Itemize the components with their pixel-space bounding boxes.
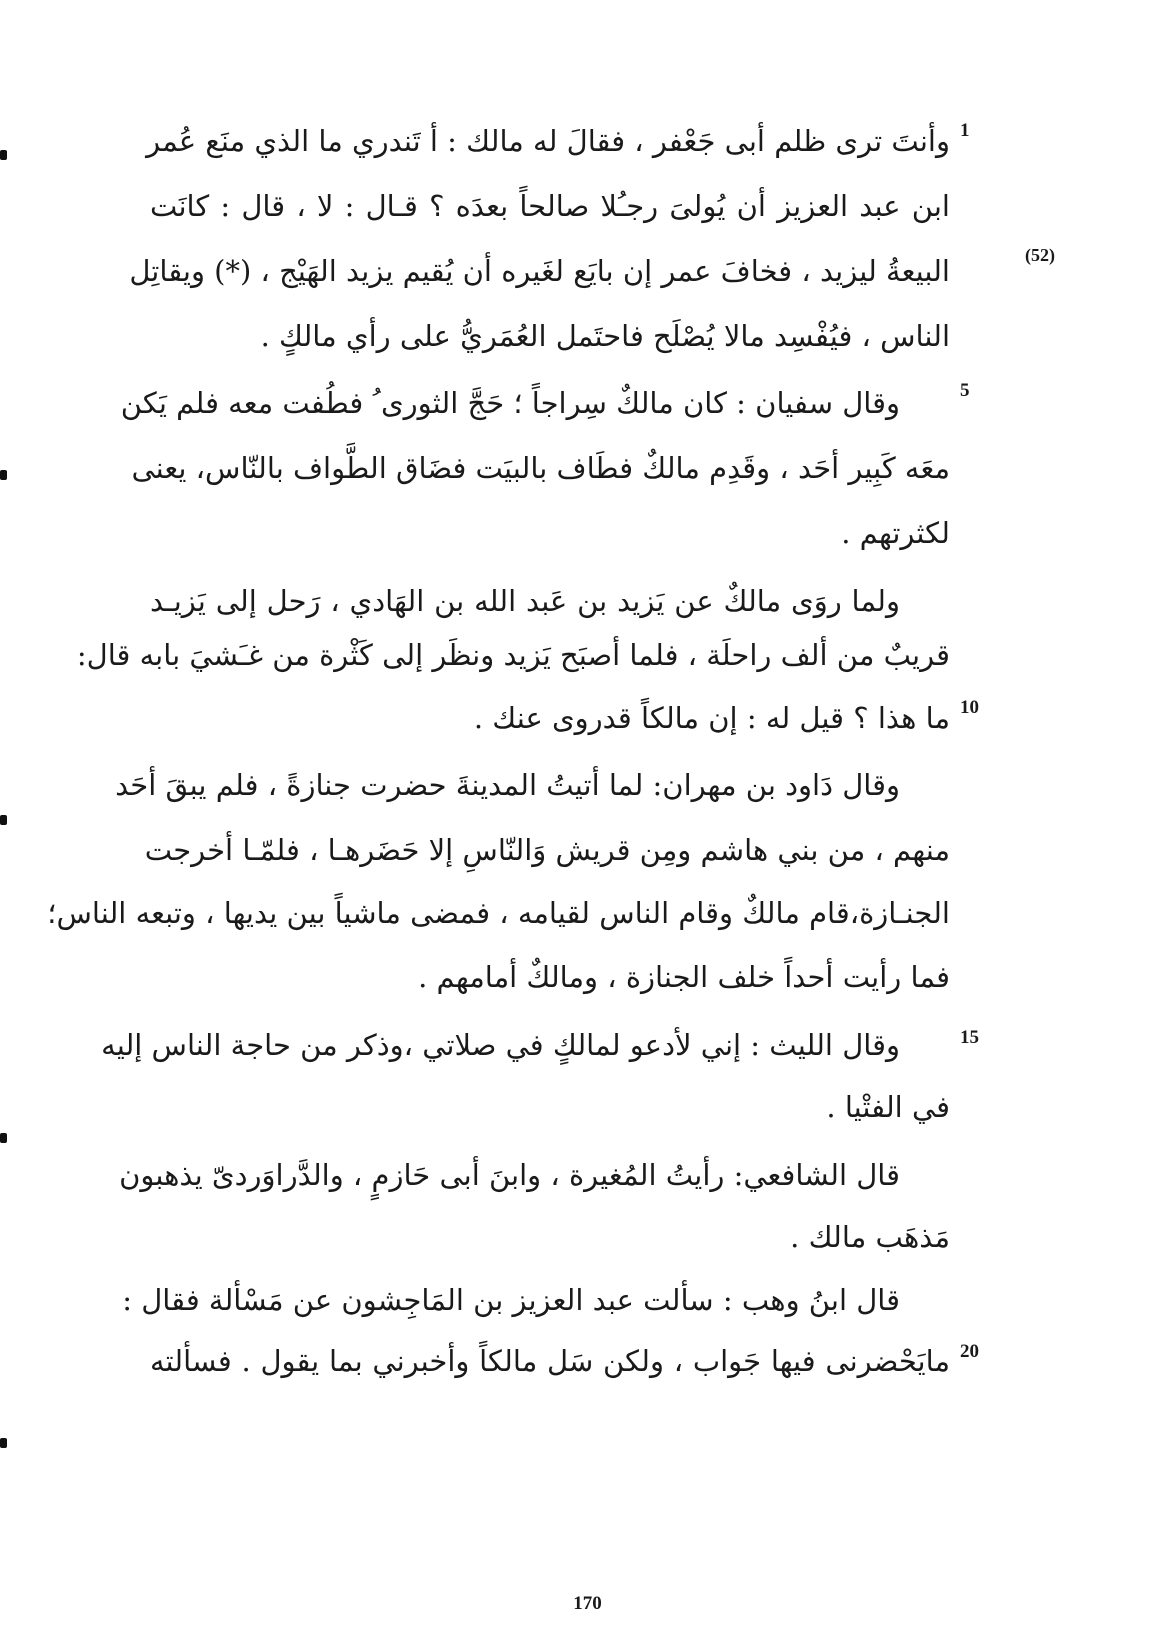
- text-line: وأنتَ ترى ظلم أبى جَعْفر ، فقالَ له مالك : أ تَندري ما الذي منَع عُمر: [146, 124, 950, 158]
- text-line: وقال الليث : إني لأدعو لمالكٍ في صلاتي ،وذكر من حاجة الناس إليه: [101, 1028, 900, 1062]
- text-line: ما هذا ؟ قيل له : إن مالكاً قدروى عنك .: [473, 701, 950, 735]
- text-line: الجنـازة،قام مالكٌ وقام الناس لقيامه ، فمضى ماشياً بين يديها ، وتبعه الناس؛: [47, 896, 950, 930]
- text-line: قال الشافعي: رأيتُ المُغيرة ، وابنَ أبى حَازمٍ ، والدَّراوَردىّ يذهبون: [119, 1158, 900, 1192]
- edge-mark: [0, 150, 7, 160]
- line-number: 20: [960, 1341, 979, 1362]
- text-line: لكثرتهم .: [841, 516, 950, 550]
- text-line: قال ابنُ وهب : سألت عبد العزيز بن المَاجِشون عن مَسْألة فقال :: [122, 1283, 900, 1317]
- text-line: معَه كَبِير أحَد ، وقَدِم مالكٌ فطَاف بالبيَت فضَاق الطَّواف بالنّاس، يعنى: [131, 451, 950, 485]
- margin-reference: (52): [1025, 245, 1055, 265]
- text-line: مايَحْضرنى فيها جَواب ، ولكن سَل مالكاً وأخبرني بما يقول . فسألته: [150, 1344, 950, 1378]
- text-line: قريبٌ من ألف راحلَة ، فلما أصبَح يَزيد ونظَر إلى كَثْرة من غـَشيَ بابه قال:: [76, 638, 950, 672]
- text-line: ولما روَى مالكٌ عن يَزيد بن عَبد الله بن الهَادي ، رَحل إلى يَزيـد: [150, 584, 900, 618]
- text-line: منهم ، من بني هاشم ومِن قريش وَالنّاسِ إلا حَضَرهـا ، فلمّـا أخرجت: [144, 833, 950, 867]
- text-line: وقال سفيان : كان مالكٌ سِراجاً ؛ حَجَّ الثورى ُ فطُفت معه فلم يَكن: [120, 386, 900, 420]
- page-number: 170: [573, 1593, 602, 1614]
- line-number: 15: [960, 1027, 979, 1048]
- line-number: 10: [960, 697, 979, 718]
- edge-mark: [0, 470, 7, 480]
- text-line: وقال دَاود بن مهران: لما أتيتُ المدينةَ حضرت جنازةً ، فلم يبقَ أحَد: [115, 768, 900, 802]
- line-number: 5: [960, 380, 970, 401]
- edge-mark: [0, 815, 7, 825]
- text-line: ابن عبد العزيز أن يُولىَ رجـُلا صالحاً بعدَه ؟ قـال : لا ، قال : كانَت: [150, 189, 950, 223]
- text-line: مَذهَب مالك .: [790, 1220, 950, 1254]
- edge-mark: [0, 1438, 7, 1448]
- text-line: الناس ، فيُفْسِد مالا يُصْلَح فاحتَمل العُمَريُّ على رأي مالكٍ .: [260, 319, 950, 353]
- edge-mark: [0, 1133, 7, 1143]
- text-line: البيعةُ ليزيد ، فخافَ عمر إن بايَع لغَيره أن يُقيم يزيد الهَيْج ، (*) ويقاتِل: [129, 254, 950, 288]
- text-line: فما رأيت أحداً خلف الجنازة ، ومالكٌ أمامهم .: [418, 960, 950, 994]
- text-line: في الفتْيا .: [826, 1090, 950, 1124]
- line-number: 1: [960, 120, 970, 141]
